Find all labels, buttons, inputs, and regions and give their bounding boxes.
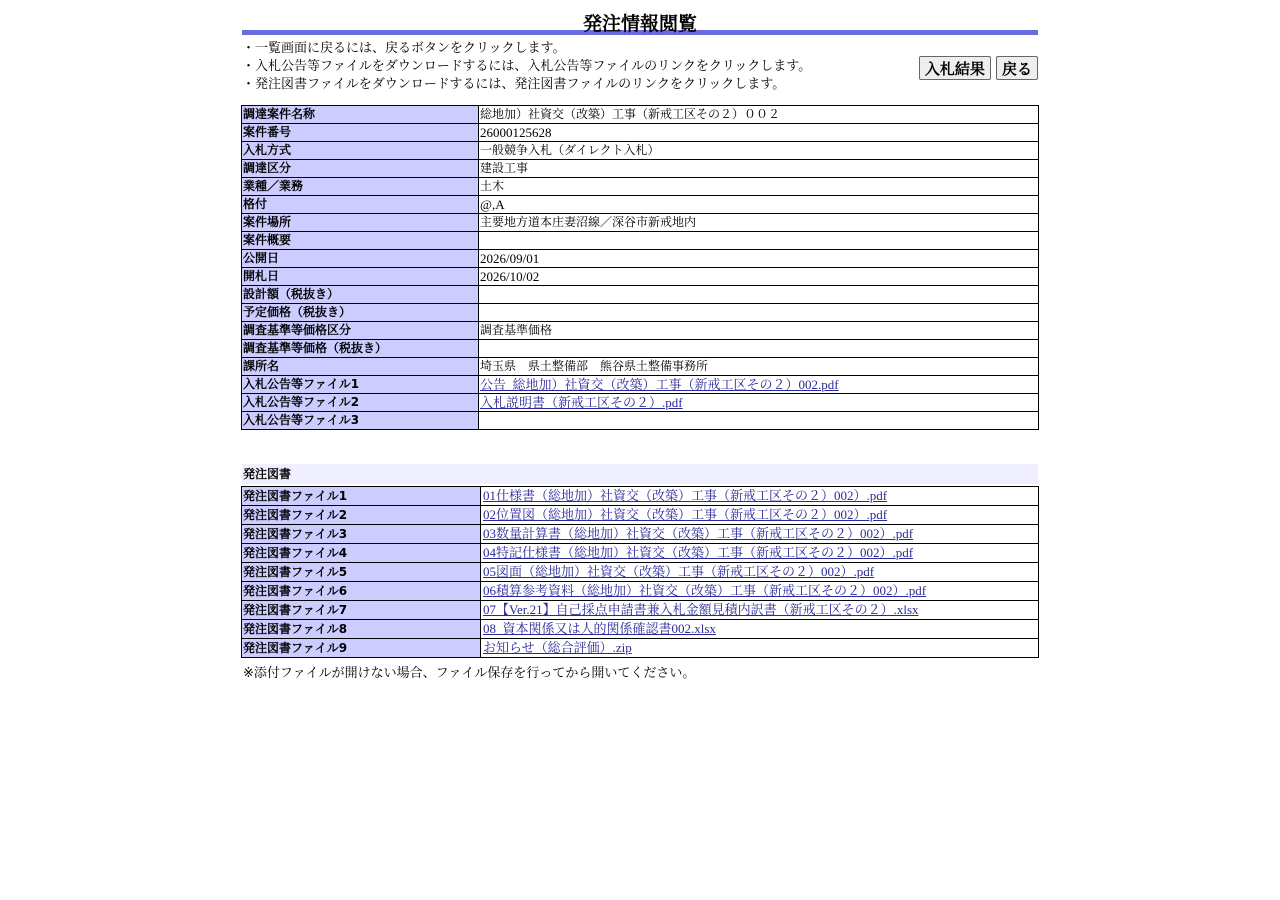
row-label: 発注図書ファイル1 [242, 487, 481, 506]
table-row [242, 394, 1039, 412]
row-value: 調査基準価格 [479, 322, 1039, 340]
instruction-line: ・入札公告等ファイルをダウンロードするには、入札公告等ファイルのリンクをクリックします。 [242, 59, 812, 74]
row-value [479, 304, 1039, 322]
bid-notice-file-link[interactable]: 公告_総地加）社資交（改築）工事（新戒工区その２）002.pdf [480, 377, 839, 392]
bid-results-button[interactable]: 入札結果 [919, 56, 991, 80]
row-value [481, 620, 1039, 639]
row-value: 建設工事 [479, 160, 1039, 178]
drawing-file-link[interactable]: 08_資本関係又は人的関係確認書002.xlsx [483, 621, 716, 636]
row-value: 2026/09/01 [479, 250, 1039, 268]
row-label: 案件概要 [242, 232, 479, 250]
row-label: 開札日 [242, 268, 479, 286]
row-value: 埼玉県 県土整備部 熊谷県土整備事務所 [479, 358, 1039, 376]
row-value [481, 563, 1039, 582]
table-row [242, 412, 1039, 430]
drawings-section-title: 発注図書 [242, 464, 1038, 484]
attachment-footnote: ※添付ファイルが開けない場合、ファイル保存を行ってから開いてください。 [243, 666, 696, 681]
row-label: 発注図書ファイル2 [242, 506, 481, 525]
row-label: 課所名 [242, 358, 479, 376]
table-row [242, 358, 1039, 376]
row-value: 主要地方道本庄妻沼線／深谷市新戒地内 [479, 214, 1039, 232]
row-label: 発注図書ファイル7 [242, 601, 481, 620]
row-value [479, 232, 1039, 250]
table-row [242, 124, 1039, 142]
table-row [242, 582, 1039, 601]
instruction-line: ・一覧画面に戻るには、戻るボタンをクリックします。 [242, 41, 566, 56]
row-label: 発注図書ファイル5 [242, 563, 481, 582]
row-value [481, 506, 1039, 525]
row-label: 調査基準等価格（税抜き） [242, 340, 479, 358]
drawing-file-link[interactable]: 07【Ver.21】自己採点申請書兼入札金額見積内訳書（新戒工区その２）.xlsx [483, 602, 919, 617]
drawing-file-link[interactable]: 03数量計算書（総地加）社資交（改築）工事（新戒工区その２）002）.pdf [483, 526, 914, 541]
page-container [242, 0, 1038, 681]
table-row [242, 544, 1039, 563]
table-row [242, 639, 1039, 658]
row-value [481, 525, 1039, 544]
table-row [242, 340, 1039, 358]
table-row [242, 232, 1039, 250]
table-row [242, 304, 1039, 322]
row-label: 案件場所 [242, 214, 479, 232]
row-value [479, 394, 1039, 412]
row-value: 2026/10/02 [479, 268, 1039, 286]
row-value: 26000125628 [479, 124, 1039, 142]
row-value [481, 544, 1039, 563]
drawing-file-link[interactable]: 01仕様書（総地加）社資交（改築）工事（新戒工区その２）002）.pdf [483, 488, 888, 503]
row-value [481, 582, 1039, 601]
action-buttons [919, 56, 1038, 80]
row-label: 調達区分 [242, 160, 479, 178]
table-row [242, 376, 1039, 394]
row-label: 格付 [242, 196, 479, 214]
row-label: 発注図書ファイル3 [242, 525, 481, 544]
row-label: 公開日 [242, 250, 479, 268]
row-label: 案件番号 [242, 124, 479, 142]
row-label: 調達案件名称 [242, 106, 479, 124]
row-value [481, 639, 1039, 658]
row-label: 設計額（税抜き） [242, 286, 479, 304]
table-row [242, 106, 1039, 124]
drawing-file-link[interactable]: お知らせ（総合評価）.zip [483, 640, 632, 655]
page-title: 発注情報閲覧 [582, 13, 697, 35]
row-label: 入札公告等ファイル1 [242, 376, 479, 394]
row-label: 調査基準等価格区分 [242, 322, 479, 340]
row-value [481, 487, 1039, 506]
bid-notice-file-link[interactable]: 入札説明書（新戒工区その２）.pdf [480, 395, 683, 410]
drawing-file-link[interactable]: 02位置図（総地加）社資交（改築）工事（新戒工区その２）002）.pdf [483, 507, 888, 522]
row-label: 発注図書ファイル4 [242, 544, 481, 563]
back-button[interactable]: 戻る [996, 56, 1038, 80]
drawings-file-table [241, 486, 1039, 658]
row-value [479, 412, 1039, 430]
procurement-details-table [241, 105, 1039, 430]
row-value: @,A [479, 196, 1039, 214]
row-label: 入札公告等ファイル3 [242, 412, 479, 430]
row-value: 土木 [479, 178, 1039, 196]
table-row [242, 214, 1039, 232]
drawing-file-link[interactable]: 05図面（総地加）社資交（改築）工事（新戒工区その２）002）.pdf [483, 564, 875, 579]
table-row [242, 142, 1039, 160]
table-row [242, 250, 1039, 268]
instructions-area [242, 40, 1038, 96]
row-value: 総地加）社資交（改築）工事（新戒工区その２）００２ [479, 106, 1039, 124]
table-row [242, 620, 1039, 639]
instruction-line: ・発注図書ファイルをダウンロードするには、発注図書ファイルのリンクをクリックします。 [242, 77, 786, 92]
row-label: 発注図書ファイル8 [242, 620, 481, 639]
table-row [242, 563, 1039, 582]
drawing-file-link[interactable]: 06積算参考資料（総地加）社資交（改築）工事（新戒工区その２）002）.pdf [483, 583, 927, 598]
row-value [479, 286, 1039, 304]
table-row [242, 322, 1039, 340]
row-value: 一般競争入札（ダイレクト入札） [479, 142, 1039, 160]
table-row [242, 487, 1039, 506]
table-row [242, 178, 1039, 196]
row-label: 発注図書ファイル9 [242, 639, 481, 658]
row-label: 予定価格（税抜き） [242, 304, 479, 322]
row-value [481, 601, 1039, 620]
row-value [479, 340, 1039, 358]
table-row [242, 160, 1039, 178]
row-label: 発注図書ファイル6 [242, 582, 481, 601]
drawing-file-link[interactable]: 04特記仕様書（総地加）社資交（改築）工事（新戒工区その２）002）.pdf [483, 545, 914, 560]
row-value [479, 376, 1039, 394]
row-label: 入札方式 [242, 142, 479, 160]
table-row [242, 601, 1039, 620]
table-row [242, 196, 1039, 214]
table-row [242, 286, 1039, 304]
table-row [242, 268, 1039, 286]
table-row [242, 506, 1039, 525]
row-label: 入札公告等ファイル2 [242, 394, 479, 412]
row-label: 業種／業務 [242, 178, 479, 196]
table-row [242, 525, 1039, 544]
